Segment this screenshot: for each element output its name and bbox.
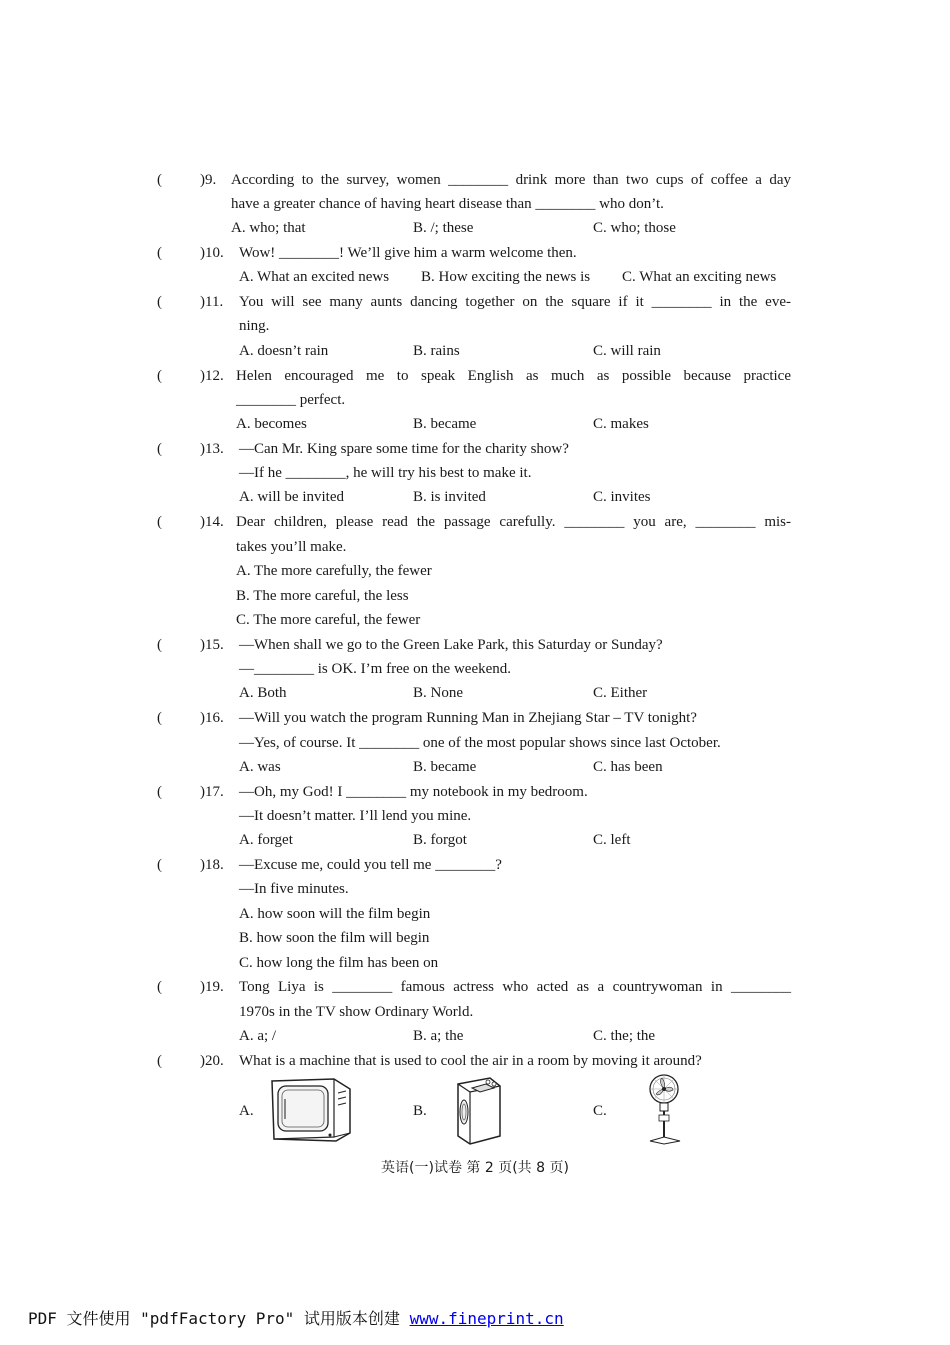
option-c: C. the; the [593,1028,656,1044]
option-c: C. how long the film has been on [239,955,439,971]
television-icon [268,1075,354,1143]
option-c: C. invites [593,489,651,505]
question-text: Helen encouraged me to speak English as much as possible because practice [236,368,791,384]
option-c: C. will rain [593,343,661,359]
electric-fan-icon [640,1073,688,1147]
question-number: )17. [200,784,224,800]
question-text: Tong Liya is ________ famous actress who acted as a countrywoman in ________ [239,979,791,995]
question-text: —________ is OK. I’m free on the weekend. [239,661,512,677]
question-text: According to the survey, women ________ drink more than two cups of coffee a day [231,172,791,188]
option-c: C. who; those [593,220,676,236]
question-text: —It doesn’t matter. I’ll lend you mine. [239,808,472,824]
question-text: —Excuse me, could you tell me ________? [239,857,502,873]
question-text: What is a machine that is used to cool the air in a room by moving it around? [239,1053,702,1069]
option-b: B. became [413,759,477,775]
pdf-watermark [28,1308,564,1330]
option-b: B. The more careful, the less [236,588,409,604]
question-number: )9. [200,172,217,188]
option-a: A. how soon will the film begin [239,906,431,922]
option-a: A. a; / [239,1028,277,1044]
option-a: A. What an excited news [239,269,390,285]
question-text: have a greater chance of having heart disease than ________ who don’t. [231,196,664,212]
answer-bracket: ( [157,368,162,384]
answer-bracket: ( [157,245,162,261]
answer-bracket: ( [157,172,162,188]
answer-bracket: ( [157,979,162,995]
option-a: A. who; that [231,220,306,236]
question-text: You will see many aunts dancing together on the square if it ________ in the eve- [239,294,791,310]
option-b: B. How exciting the news is [421,269,591,285]
answer-bracket: ( [157,441,162,457]
option-a: A. will be invited [239,489,344,505]
option-c: C. has been [593,759,663,775]
page-footer: 英语(一)试卷 第 2 页(共 8 页) [381,1160,569,1176]
option-b: B. rains [413,343,460,359]
question-number: )18. [200,857,224,873]
answer-bracket: ( [157,784,162,800]
option-a: A. becomes [236,416,307,432]
question-number: )15. [200,637,224,653]
washing-machine-icon [452,1074,504,1146]
watermark-text: PDF 文件使用 "pdfFactory Pro" 试用版本创建 [28,1309,410,1328]
answer-bracket: ( [157,637,162,653]
option-a: A. was [239,759,281,775]
question-text: ________ perfect. [236,392,346,408]
question-text: takes you’ll make. [236,539,347,555]
option-a: A. forget [239,832,293,848]
answer-bracket: ( [157,710,162,726]
option-c: C. [593,1103,607,1119]
question-text: 1970s in the TV show Ordinary World. [239,1004,474,1020]
question-number: )16. [200,710,224,726]
question-text: —Oh, my God! I ________ my notebook in my bedroom. [239,784,588,800]
option-b: B. forgot [413,832,467,848]
watermark-link[interactable]: www.fineprint.cn [409,1309,564,1328]
option-b: B. [413,1103,427,1119]
answer-bracket: ( [157,1053,162,1069]
question-number: )12. [200,368,224,384]
option-b: B. became [413,416,477,432]
option-b: B. how soon the film will begin [239,930,430,946]
option-c: C. The more careful, the fewer [236,612,421,628]
question-text: ning. [239,318,270,334]
question-number: )10. [200,245,224,261]
option-c: C. makes [593,416,649,432]
option-b: B. a; the [413,1028,464,1044]
answer-bracket: ( [157,294,162,310]
option-a: A. doesn’t rain [239,343,329,359]
question-text: —Will you watch the program Running Man in Zhejiang Star – TV tonight? [239,710,697,726]
question-text: —When shall we go to the Green Lake Park, this Saturday or Sunday? [239,637,663,653]
question-text: —If he ________, he will try his best to make it. [239,465,532,481]
question-number: )20. [200,1053,224,1069]
question-text: —Yes, of course. It ________ one of the most popular shows since last October. [239,735,721,751]
question-text: —In five minutes. [239,881,349,897]
option-c: C. Either [593,685,648,701]
question-number: )19. [200,979,224,995]
question-text: —Can Mr. King spare some time for the charity show? [239,441,569,457]
option-b: B. /; these [413,220,474,236]
option-c: C. left [593,832,631,848]
option-b: B. is invited [413,489,486,505]
option-c: C. What an exciting news [622,269,777,285]
option-a: A. [239,1103,254,1119]
question-number: )14. [200,514,224,530]
option-b: B. None [413,685,463,701]
question-number: )13. [200,441,224,457]
question-text: Dear children, please read the passage carefully. ________ you are, ________ mis- [236,514,791,530]
question-text: Wow! ________! We’ll give him a warm welcome then. [239,245,577,261]
answer-bracket: ( [157,857,162,873]
answer-bracket: ( [157,514,162,530]
option-a: A. Both [239,685,287,701]
option-a: A. The more carefully, the fewer [236,563,432,579]
question-number: )11. [200,294,224,310]
